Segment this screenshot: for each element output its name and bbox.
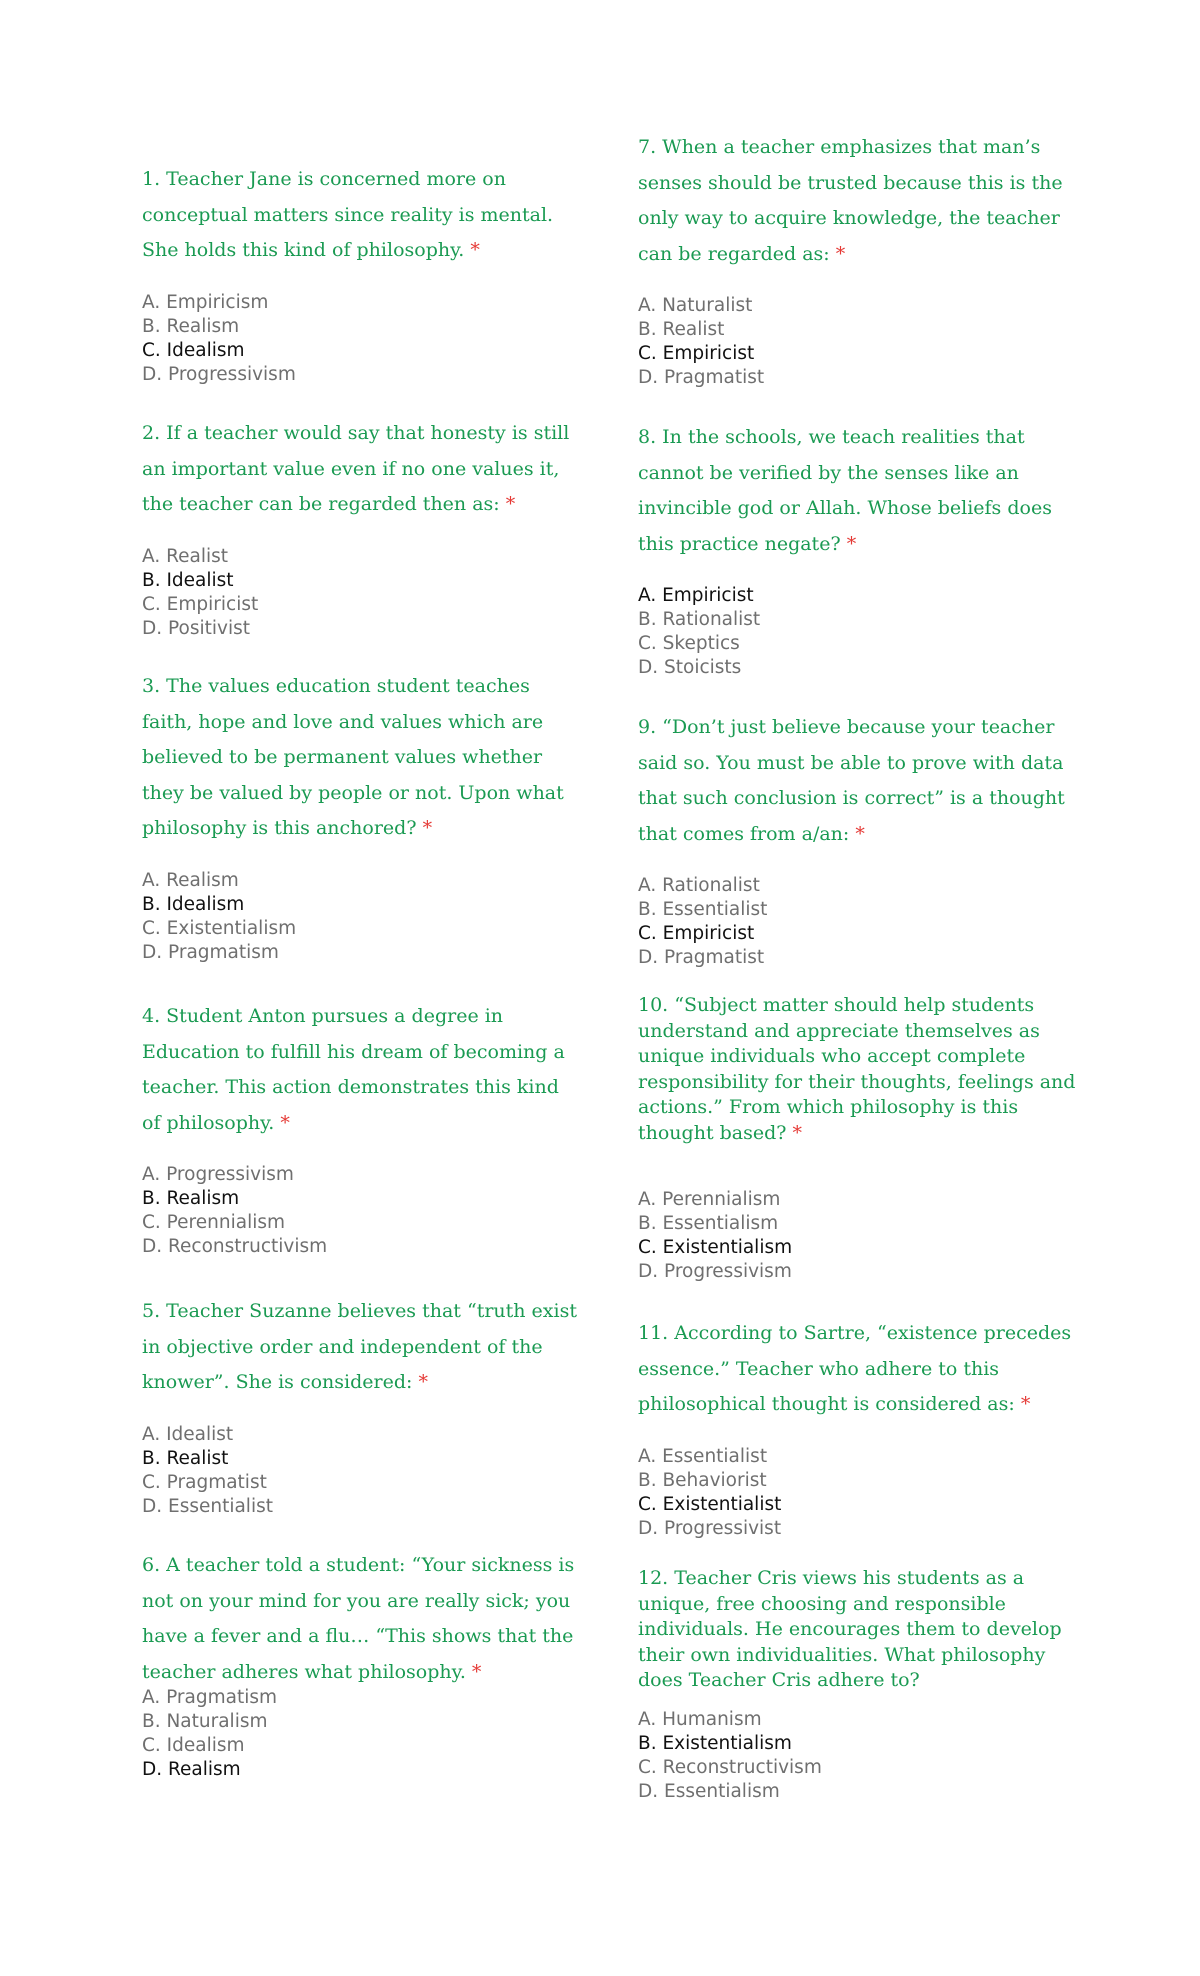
question-11 <box>638 1316 1078 1541</box>
answer-options <box>142 869 582 965</box>
correct-answer-option: B. Realist <box>142 1447 229 1469</box>
answer-option: C. Perennialism <box>142 1212 286 1233</box>
answer-option: D. Pragmatist <box>638 947 765 968</box>
answer-option: A. Realist <box>142 545 229 567</box>
answer-option: C. Pragmatist <box>142 1471 267 1493</box>
answer-option: A. Rationalist <box>638 875 760 896</box>
question-6 <box>142 1548 582 1782</box>
correct-answer-option: B. Idealist <box>142 569 234 591</box>
question-text <box>638 420 1078 562</box>
correct-answer-option: B. Realism <box>142 1188 240 1209</box>
correct-answer-option: B. Idealism <box>142 893 245 915</box>
answer-option: C. Existentialism <box>142 917 297 939</box>
answer-options <box>142 291 582 387</box>
question-text-content: 10. “Subject matter should help students understand and appreciate themselves as unique individuals who accept complete responsibility for their thoughts, feelings and actions.” From which philosophy is this thought based? <box>638 994 1076 1144</box>
answer-option: A. Perennialism <box>638 1189 781 1210</box>
required-asterisk: * <box>855 822 865 845</box>
correct-answer-option: A. Empiricist <box>638 585 754 606</box>
correct-answer-option: C. Empiricist <box>638 343 755 364</box>
question-text-content: 2. If a teacher would say that honesty is still an important value even if no one values it, the teacher can be regarded then as: <box>142 422 570 515</box>
required-asterisk: * <box>846 532 857 555</box>
question-text-content: 3. The values education student teaches faith, hope and love and values which are believed to be permanent values whether they be valued by people or not. Upon what philosophy is this anchored? <box>142 675 564 839</box>
answer-option: B. Rationalist <box>638 609 761 630</box>
answer-options <box>142 1686 582 1782</box>
correct-answer-option: C. Idealism <box>142 339 245 361</box>
answer-options <box>638 874 1078 970</box>
question-text <box>638 710 1078 852</box>
answer-options <box>638 294 1078 390</box>
answer-option: D. Progressivist <box>638 1517 782 1539</box>
answer-option: B. Essentialist <box>638 899 768 920</box>
answer-options <box>142 1423 582 1519</box>
question-7 <box>638 130 1078 390</box>
answer-option: C. Reconstructivism <box>638 1756 822 1778</box>
required-asterisk: * <box>835 242 846 265</box>
required-asterisk: * <box>792 1121 803 1144</box>
question-text-content: 4. Student Anton pursues a degree in Education to fulfill his dream of becoming a teacher. This action demonstrates this kind of philosophy. <box>142 1005 565 1134</box>
question-3 <box>142 669 582 965</box>
question-12 <box>638 1566 1078 1804</box>
question-text-content: 5. Teacher Suzanne believes that “truth exist in objective order and independent of the knower”. She is considered: <box>142 1300 577 1393</box>
required-asterisk: * <box>1020 1393 1031 1415</box>
question-text <box>638 1566 1078 1694</box>
answer-option: C. Skeptics <box>638 633 740 654</box>
answer-option: B. Realism <box>142 315 240 337</box>
correct-answer-option: C. Empiricist <box>638 923 755 944</box>
answer-options <box>638 584 1078 680</box>
question-text-content: 6. A teacher told a student: “Your sickness is not on your mind for you are really sick; you have a fever and a flu… “This shows that the teacher adheres what philosophy. <box>142 1554 575 1683</box>
answer-option: A. Naturalist <box>638 295 753 316</box>
question-text-content: 9. “Don’t just believe because your teacher said so. You must be able to prove with data that such conclusion is correct” is a thought that comes from a/an: <box>638 716 1065 845</box>
question-text-content: 11. According to Sartre, “existence precedes essence.” Teacher who adhere to this philosophical thought is considered as: <box>638 1322 1072 1415</box>
question-9 <box>638 710 1078 970</box>
answer-option: A. Empiricism <box>142 291 269 313</box>
question-text <box>142 416 582 523</box>
question-4 <box>142 999 582 1259</box>
answer-option: D. Pragmatism <box>142 941 279 963</box>
question-10 <box>638 993 1078 1284</box>
answer-options <box>142 545 582 641</box>
answer-option: B. Naturalism <box>142 1711 268 1732</box>
answer-option: D. Stoicists <box>638 657 742 678</box>
answer-option: D. Reconstructivism <box>142 1236 328 1257</box>
question-text-content: 8. In the schools, we teach realities that cannot be verified by the senses like an invincible god or Allah. Whose beliefs does this practice negate? <box>638 426 1052 555</box>
question-5 <box>142 1294 582 1519</box>
question-1 <box>142 162 582 387</box>
question-8 <box>638 420 1078 680</box>
answer-option: D. Progressivism <box>142 363 296 385</box>
answer-option: D. Essentialism <box>638 1780 780 1802</box>
answer-options <box>638 1445 1078 1541</box>
question-2 <box>142 416 582 641</box>
answer-option: A. Progressivism <box>142 1164 294 1185</box>
answer-option: B. Behaviorist <box>638 1469 767 1491</box>
answer-option: A. Realism <box>142 869 239 891</box>
question-text-content: 12. Teacher Cris views his students as a unique, free choosing and responsible individuals. He encourages them to develop their own individualities. What philosophy does Teacher Cris adhere to? <box>638 1567 1062 1691</box>
answer-option: D. Positivist <box>142 617 250 639</box>
answer-option: A. Idealist <box>142 1423 234 1445</box>
correct-answer-option: C. Existentialism <box>638 1237 793 1258</box>
answer-options <box>638 1188 1078 1284</box>
required-asterisk: * <box>418 1371 428 1393</box>
question-text-content: 1. Teacher Jane is concerned more on conceptual matters since reality is mental. She holds this kind of philosophy. <box>142 168 554 261</box>
required-asterisk: * <box>471 1660 482 1683</box>
answer-option: A. Pragmatism <box>142 1687 278 1708</box>
answer-option: A. Essentialist <box>638 1445 768 1467</box>
question-text-content: 7. When a teacher emphasizes that man’s senses should be trusted because this is the only way to acquire knowledge, the teacher can be regarded as: <box>638 136 1063 265</box>
answer-option: C. Empiricist <box>142 593 259 615</box>
correct-answer-option: C. Existentialist <box>638 1493 782 1515</box>
question-text <box>638 1316 1078 1423</box>
question-text <box>142 1548 582 1690</box>
answer-options <box>142 1163 582 1259</box>
required-asterisk: * <box>422 817 433 839</box>
answer-option: B. Essentialism <box>638 1213 779 1234</box>
answer-option: D. Essentialist <box>142 1495 273 1517</box>
answer-option: D. Pragmatist <box>638 367 765 388</box>
question-text <box>142 1294 582 1401</box>
required-asterisk: * <box>505 493 516 515</box>
question-text <box>142 669 582 847</box>
answer-option: C. Idealism <box>142 1735 245 1756</box>
question-text <box>638 993 1078 1146</box>
required-asterisk: * <box>470 239 480 261</box>
correct-answer-option: D. Realism <box>142 1759 241 1780</box>
answer-option: D. Progressivism <box>638 1261 792 1282</box>
answer-option: A. Humanism <box>638 1708 762 1730</box>
answer-option: B. Realist <box>638 319 725 340</box>
required-asterisk: * <box>280 1111 290 1134</box>
question-text <box>142 999 582 1141</box>
question-text <box>638 130 1078 272</box>
answer-options <box>638 1708 1078 1804</box>
correct-answer-option: B. Existentialism <box>638 1732 792 1754</box>
question-text <box>142 162 582 269</box>
